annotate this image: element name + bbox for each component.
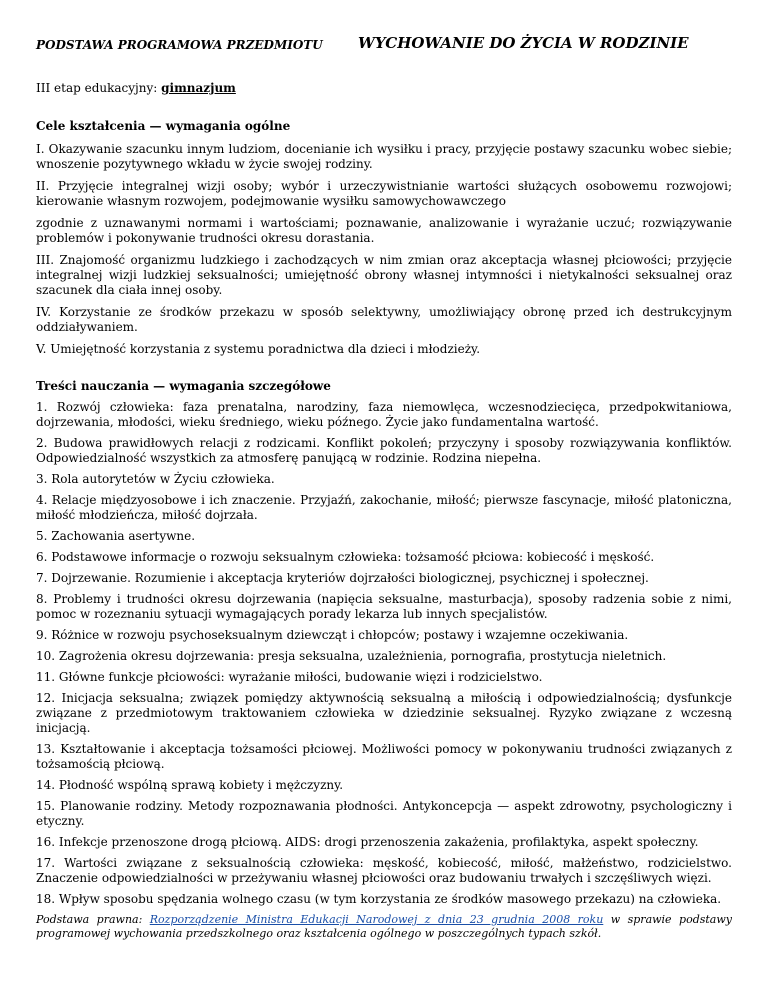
content-item: 13. Kształtowanie i akceptacja tożsamości płciowej. Możliwości pomocy w pokonywaniu trudności związanych z tożsamością płciową. bbox=[36, 742, 732, 771]
content-item: 9. Różnice w rozwoju psychoseksualnym dziewcząt i chłopców; postawy i wzajemne oczekiwania. bbox=[36, 628, 629, 642]
goal-item: III. Znajomość organizmu ludzkiego i zachodzących w nim zmian oraz akceptacja własnej płciowości; przyjęcie integralnej wizji ludzkiej seksualności; umiejętność obrony własnej intymności i nietykalności seksualnej oraz szacunek dla ciała innej osoby. bbox=[36, 253, 732, 297]
goal-item: II. Przyjęcie integralnej wizji osoby; wybór i urzeczywistnianie wartości służących osobowemu rozwojowi; kierowanie własnym rozwojem, podejmowanie wysiłku samowychowawczego bbox=[36, 179, 732, 208]
goal-item: IV. Korzystanie ze środków przekazu w sposób selektywny, umożliwiający obronę przed ich destrukcyjnym oddziaływaniem. bbox=[36, 305, 732, 334]
content-item: 8. Problemy i trudności okresu dojrzewania (napięcia seksualne, masturbacja), sposoby radzenia sobie z nimi, pomoc w rozeznaniu sytuacji wymagających porady lekarza lub innych specjalistów. bbox=[36, 592, 732, 621]
goal-item: I. Okazywanie szacunku innym ludziom, docenianie ich wysiłku i pracy, przyjęcie postawy szacunku wobec siebie; wnoszenie pozytywnego wkładu w życie swojej rodziny. bbox=[36, 142, 732, 171]
document-page bbox=[36, 30, 732, 941]
page-header bbox=[36, 30, 732, 60]
header-subject-title: WYCHOWANIE DO ŻYCIA W RODZINIE bbox=[358, 34, 689, 52]
education-stage-label: III etap edukacyjny: bbox=[36, 81, 162, 95]
content-item: 11. Główne funkcje płciowości: wyrażanie miłości, budowanie więzi i rodzicielstwo. bbox=[36, 670, 543, 684]
content-item: 12. Inicjacja seksualna; związek pomiędzy aktywnością seksualną a miłością i odpowiedzialnością; dysfunkcje związane z przedmiotowym traktowaniem człowieka w dziedzinie seksualnej. Ryzyko związane z wczesną inicjacją. bbox=[36, 691, 732, 735]
regulation-link[interactable]: Rozporządzenie Ministra Edukacji Narodowej z dnia 23 grudnia 2008 roku bbox=[149, 913, 604, 926]
goals-section-title: Cele kształcenia — wymagania ogólne bbox=[36, 119, 291, 133]
education-stage-value: gimnazjum bbox=[161, 81, 236, 95]
content-item: 18. Wpływ sposobu spędzania wolnego czasu (w tym korzystania ze środków masowego przekazu) na człowieka. bbox=[36, 892, 722, 906]
legal-basis-prefix: Podstawa prawna: bbox=[36, 913, 150, 926]
goal-item: V. Umiejętność korzystania z systemu poradnictwa dla dzieci i młodzieży. bbox=[36, 342, 481, 356]
content-item: 3. Rola autorytetów w Życiu człowieka. bbox=[36, 472, 275, 486]
legal-basis-suffix: w sprawie podstawy programowej wychowania przedszkolnego oraz kształcenia ogólnego w poszczególnych typach szkół. bbox=[36, 913, 732, 940]
content-item: 16. Infekcje przenoszone drogą płciową. AIDS: drogi przenoszenia zakażenia, profilaktyka, aspekt społeczny. bbox=[36, 835, 699, 849]
content-list bbox=[36, 400, 732, 907]
content-item: 2. Budowa prawidłowych relacji z rodzicami. Konflikt pokoleń; przyczyny i sposoby rozwiązywania konfliktów. Odpowiedzialność wszystkich za atmosferę panującą w rodzinie. Rodzina niepełna. bbox=[36, 436, 732, 465]
header-left-title: PODSTAWA PROGRAMOWA PRZEDMIOTU bbox=[36, 38, 323, 52]
content-item: 10. Zagrożenia okresu dojrzewania: presja seksualna, uzależnienia, pornografia, prostytucja nieletnich. bbox=[36, 649, 667, 663]
legal-basis bbox=[36, 913, 732, 941]
content-item: 7. Dojrzewanie. Rozumienie i akceptacja kryteriów dojrzałości biologicznej, psychicznej i społecznej. bbox=[36, 571, 649, 585]
content-item: 6. Podstawowe informacje o rozwoju seksualnym człowieka: tożsamość płciowa: kobiecość i męskość. bbox=[36, 550, 655, 564]
goal-item: zgodnie z uznawanymi normami i wartościami; poznawanie, analizowanie i wyrażanie uczuć; rozwiązywanie problemów i pokonywanie trudności okresu dorastania. bbox=[36, 216, 732, 245]
content-section-title: Treści nauczania — wymagania szczegółowe bbox=[36, 379, 331, 393]
content-item: 4. Relacje międzyosobowe i ich znaczenie. Przyjaźń, zakochanie, miłość; pierwsze fascynacje, miłość platoniczna, miłość młodzieńcza, miłość dojrzała. bbox=[36, 493, 732, 522]
content-item: 17. Wartości związane z seksualnością człowieka: męskość, kobiecość, miłość, małżeństwo, rodzicielstwo. Znaczenie odpowiedzialności w przeżywaniu własnej płciowości oraz budowaniu trwałych i szczęśliwych więzi. bbox=[36, 856, 732, 885]
goals-list bbox=[36, 142, 732, 357]
content-item: 15. Planowanie rodziny. Metody rozpoznawania płodności. Antykoncepcja — aspekt zdrowotny, psychologiczny i etyczny. bbox=[36, 799, 732, 828]
content-item: 1. Rozwój człowieka: faza prenatalna, narodziny, faza niemowlęca, wczesnodziecięca, przedpokwitaniowa, dojrzewania, młodości, wieku średniego, wieku późnego. Życie jako fundamentalna wartość. bbox=[36, 400, 732, 429]
education-stage bbox=[36, 81, 732, 96]
content-item: 14. Płodność wspólną sprawą kobiety i mężczyzny. bbox=[36, 778, 344, 792]
content-item: 5. Zachowania asertywne. bbox=[36, 529, 196, 543]
